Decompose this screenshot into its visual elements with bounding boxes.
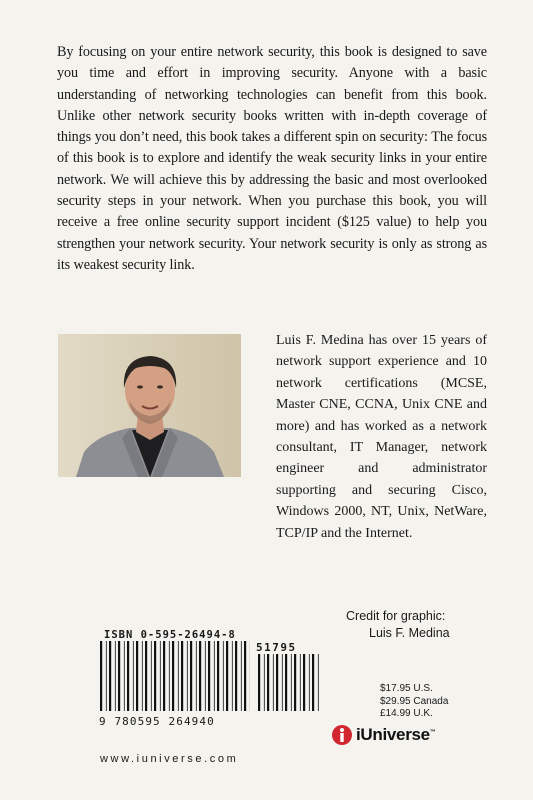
ean-barcode: [100, 641, 250, 711]
iuniverse-logo-icon: [331, 724, 353, 746]
price-code: 51795: [256, 641, 297, 654]
credit-label: Credit for graphic:: [346, 609, 446, 623]
back-cover-blurb: By focusing on your entire network security, this book is designed to save you time and effort in improving security. Anyone with a basic understanding of networking technologies can benefit from this book. Unlike other network security books written with in-depth coverage of things you don’t need, this book takes a different spin on security: The focus of this book is to explore and identify the weak security links in your entire network. We will achieve this by addressing the basic and most overlooked security steps in your network. When you purchase this book, you will receive a free online security support incident ($125 value) to help you strengthen your network security. Your network security is only as strong as its weakest security link.: [57, 44, 487, 273]
price-us: $17.95 U.S.: [380, 683, 433, 694]
isbn-label: ISBN 0-595-26494-8: [104, 629, 236, 641]
photo-credit: [346, 608, 450, 642]
price-list: [380, 683, 448, 721]
author-portrait-image: [58, 334, 241, 477]
author-bio: Luis F. Medina has over 15 years of network support experience and 10 network certifications (MCSE, Master CNE, CCNA, Unix CNE and more) and has worked as a network consultant, IT Manager, network engineer and administrator supporting and securing Cisco, Windows 2000, NT, Unix, NetWare, TCP/IP and the Internet.: [276, 333, 487, 541]
price-barcode: [258, 654, 320, 711]
publisher-name: iUniverse™: [356, 725, 436, 744]
author-photo: [58, 334, 241, 477]
price-canada: $29.95 Canada: [380, 695, 449, 707]
publisher-url: www.iuniverse.com: [100, 753, 239, 765]
price-uk: £14.99 U.K.: [380, 708, 433, 719]
publisher-logo: [331, 724, 436, 746]
ean-number: 9 780595 264940: [99, 715, 215, 728]
credit-name: Luis F. Medina: [369, 626, 450, 640]
